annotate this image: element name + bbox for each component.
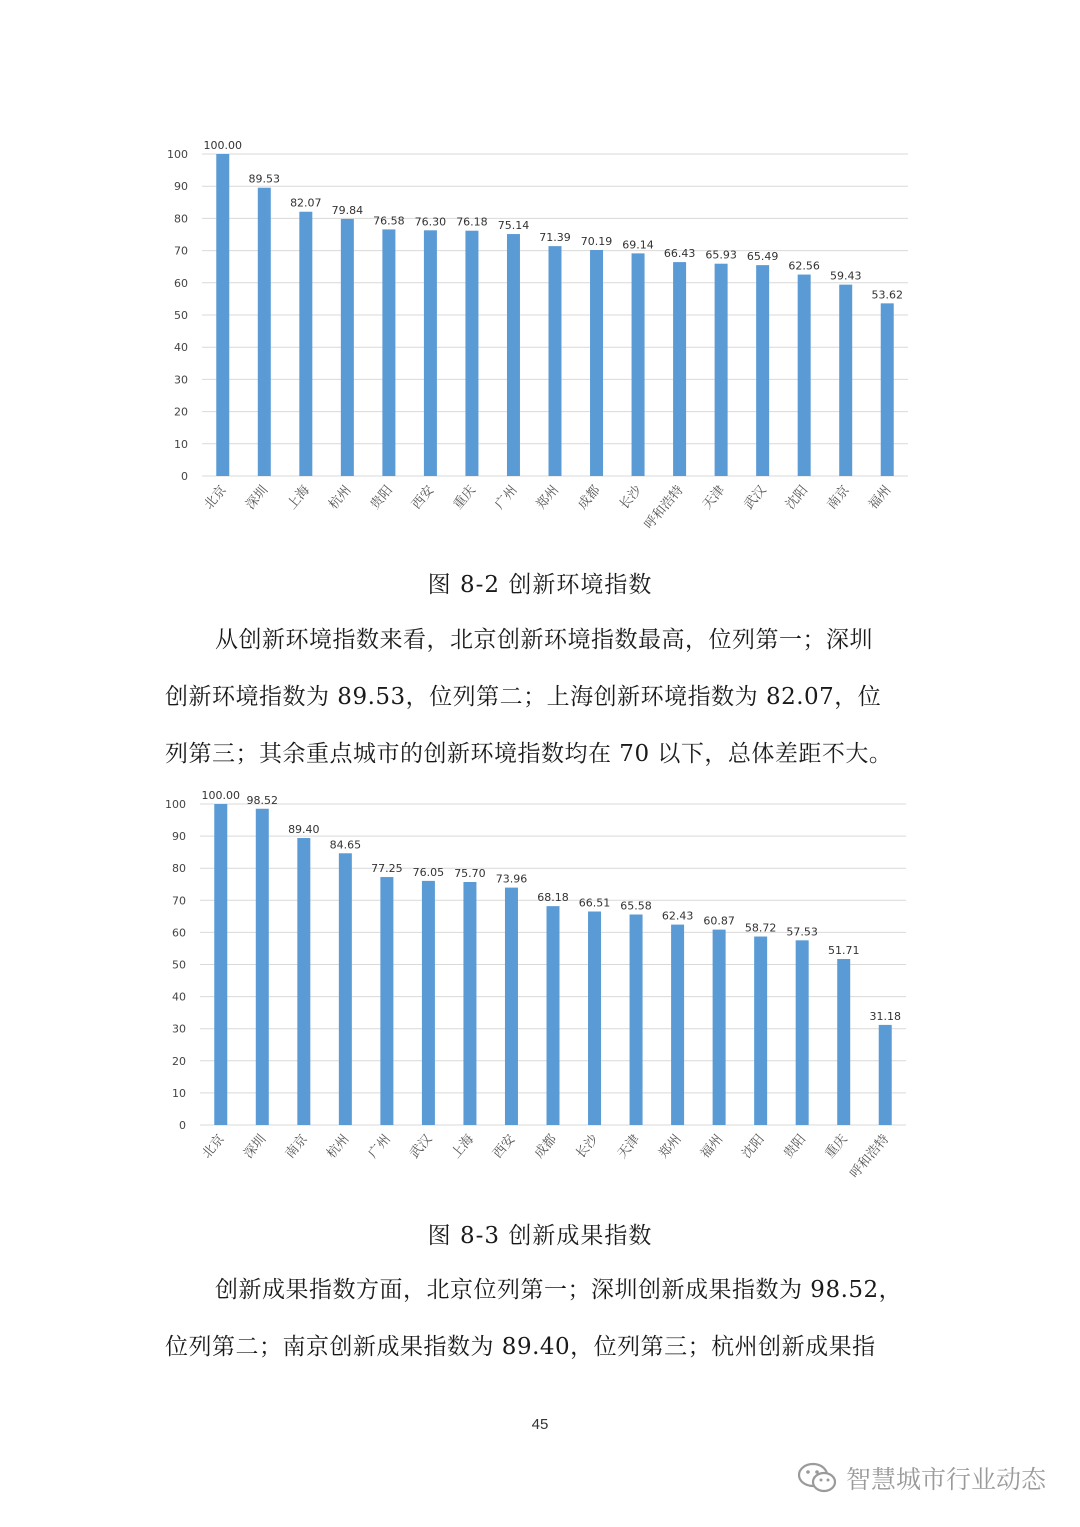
paragraph-achievement	[165, 1262, 917, 1376]
data-label: 77.25	[371, 862, 403, 876]
paragraph-line	[165, 612, 917, 669]
category-label: 南京	[824, 482, 853, 513]
bar	[796, 940, 809, 1125]
category-label: 西安	[490, 1131, 519, 1162]
paragraph-line: 列第三；其余重点城市的创新环境指数均在 70 以下，总体差距不大。	[165, 741, 893, 767]
data-label: 82.07	[290, 196, 322, 210]
category-label: 北京	[201, 482, 230, 513]
paragraph-line: 创新环境指数为 89.53，位列第二；上海创新环境指数为 82.07，位	[165, 684, 882, 710]
y-tick-label: 40	[172, 990, 186, 1004]
y-tick-label: 90	[172, 830, 186, 844]
category-label: 重庆	[822, 1131, 851, 1162]
watermark	[796, 1460, 1046, 1496]
bar	[256, 809, 269, 1125]
bar	[549, 246, 562, 476]
bar	[339, 853, 352, 1125]
y-tick-label: 70	[172, 894, 186, 908]
paragraph-line	[165, 1262, 917, 1319]
bar	[258, 188, 271, 476]
category-label: 杭州	[324, 1131, 353, 1162]
category-label: 福州	[697, 1131, 727, 1162]
paragraph-environment	[165, 612, 917, 783]
paragraph-line: 位列第二；南京创新成果指数为 89.40，位列第三；杭州创新成果指	[165, 1334, 876, 1360]
bar	[382, 229, 395, 476]
category-label: 武汉	[741, 482, 770, 513]
category-label: 深圳	[241, 1131, 270, 1162]
innovation-environment-chart	[0, 140, 1080, 545]
bar	[380, 877, 393, 1125]
bar	[590, 250, 603, 476]
y-tick-label: 20	[172, 1054, 186, 1068]
paragraph-text: 创新成果指数方面，北京位列第一；深圳创新成果指数为 98.52，	[215, 1277, 903, 1303]
data-label: 84.65	[329, 838, 362, 852]
bar	[632, 253, 645, 476]
y-tick-label: 30	[172, 1022, 186, 1036]
bar	[424, 230, 437, 476]
y-tick-label: 10	[174, 437, 188, 451]
data-label: 73.96	[495, 872, 528, 886]
wechat-icon	[796, 1460, 840, 1496]
bar	[463, 882, 476, 1125]
data-label: 62.56	[788, 259, 820, 273]
bar	[214, 804, 227, 1125]
bar	[715, 264, 728, 476]
category-label: 成都	[575, 482, 604, 513]
bar	[297, 838, 310, 1125]
y-tick-label: 10	[172, 1086, 186, 1100]
watermark-text: 智慧城市行业动态	[845, 1465, 1046, 1494]
category-label: 呼和浩特	[847, 1131, 893, 1182]
data-label: 100.00	[201, 790, 241, 802]
data-label: 70.19	[580, 234, 613, 248]
bar	[756, 265, 769, 476]
data-label: 57.53	[786, 925, 818, 939]
bar	[588, 912, 601, 1125]
bar	[839, 285, 852, 476]
data-label: 75.70	[454, 867, 486, 881]
data-label: 62.43	[661, 909, 694, 923]
data-label: 60.87	[703, 914, 735, 928]
category-label: 上海	[448, 1131, 478, 1162]
y-tick-label: 50	[174, 309, 188, 322]
y-tick-label: 0	[179, 1119, 186, 1132]
category-label: 上海	[284, 482, 313, 513]
category-label: 郑州	[656, 1131, 685, 1162]
page-number: 45	[531, 1416, 549, 1433]
category-label: 沈阳	[783, 482, 812, 513]
category-label: 深圳	[243, 482, 272, 513]
category-label: 北京	[199, 1131, 228, 1162]
category-label: 广州	[492, 482, 521, 513]
category-label: 呼和浩特	[641, 482, 687, 533]
category-label: 杭州	[326, 482, 355, 513]
paragraph-text: 从创新环境指数来看，北京创新环境指数最高，位列第一；深圳	[215, 627, 873, 653]
category-label: 天津	[699, 482, 729, 513]
data-label: 76.05	[412, 865, 445, 879]
category-label: 重庆	[450, 482, 480, 513]
data-label: 98.52	[246, 793, 279, 807]
bar	[754, 937, 767, 1125]
category-label: 沈阳	[739, 1131, 768, 1162]
innovation-achievement-chart	[0, 790, 1080, 1195]
category-label: 武汉	[407, 1131, 436, 1162]
data-label: 53.62	[871, 288, 903, 302]
bar	[671, 925, 684, 1125]
data-label: 89.53	[248, 172, 281, 186]
category-label: 成都	[531, 1131, 561, 1162]
bar	[507, 234, 520, 476]
y-tick-label: 80	[172, 862, 186, 876]
y-tick-label: 30	[174, 373, 188, 387]
y-tick-label: 0	[181, 470, 188, 483]
category-label: 福州	[866, 482, 895, 513]
data-label: 31.18	[869, 1009, 901, 1023]
bar	[341, 219, 354, 476]
bar	[422, 881, 435, 1125]
y-tick-label: 60	[172, 926, 186, 940]
bar	[673, 262, 686, 476]
y-tick-label: 80	[174, 212, 188, 226]
figure-caption-8-2: 图 8-2 创新环境指数	[427, 572, 653, 598]
data-label: 76.58	[373, 214, 405, 228]
bar	[299, 212, 312, 476]
data-label: 51.71	[827, 944, 860, 958]
data-label: 65.93	[705, 248, 737, 262]
data-label: 66.43	[663, 247, 696, 261]
bar	[505, 888, 518, 1125]
category-label: 长沙	[573, 1131, 602, 1162]
y-tick-label: 70	[174, 244, 188, 258]
data-label: 76.30	[414, 215, 447, 229]
y-tick-label: 90	[174, 180, 188, 194]
y-tick-label: 60	[174, 276, 188, 290]
chart1-svg	[0, 140, 1080, 545]
bar	[630, 914, 643, 1125]
bar	[879, 1025, 892, 1125]
bar	[881, 303, 894, 476]
bar	[798, 275, 811, 476]
data-label: 76.18	[456, 215, 488, 229]
data-label: 69.14	[622, 238, 654, 252]
bar	[713, 930, 726, 1125]
y-tick-label: 100	[165, 798, 186, 811]
y-tick-label: 40	[174, 341, 188, 355]
data-label: 58.72	[744, 921, 777, 935]
y-tick-label: 100	[167, 148, 188, 161]
category-label: 广州	[365, 1131, 394, 1162]
chart2-svg	[0, 790, 1080, 1195]
category-label: 长沙	[616, 482, 646, 513]
category-label: 西安	[409, 482, 438, 513]
data-label: 65.49	[746, 250, 779, 264]
data-label: 71.39	[539, 231, 571, 245]
category-label: 郑州	[533, 482, 563, 513]
y-tick-label: 50	[172, 958, 186, 972]
data-label: 68.18	[537, 891, 569, 905]
data-label: 65.58	[620, 899, 652, 913]
data-label: 89.40	[288, 823, 320, 837]
data-label: 100.00	[203, 140, 243, 152]
figure-caption-8-3: 图 8-3 创新成果指数	[427, 1223, 653, 1249]
category-label: 贵阳	[781, 1131, 810, 1162]
data-label: 75.14	[497, 219, 530, 233]
category-label: 天津	[614, 1131, 644, 1162]
bar	[547, 906, 560, 1125]
bar	[465, 231, 478, 476]
bar	[837, 959, 850, 1125]
data-label: 59.43	[829, 269, 862, 283]
data-label: 79.84	[331, 203, 364, 217]
category-label: 南京	[282, 1131, 311, 1162]
bar	[216, 154, 229, 476]
data-label: 66.51	[578, 896, 611, 910]
category-label: 贵阳	[367, 482, 396, 513]
y-tick-label: 20	[174, 405, 188, 419]
